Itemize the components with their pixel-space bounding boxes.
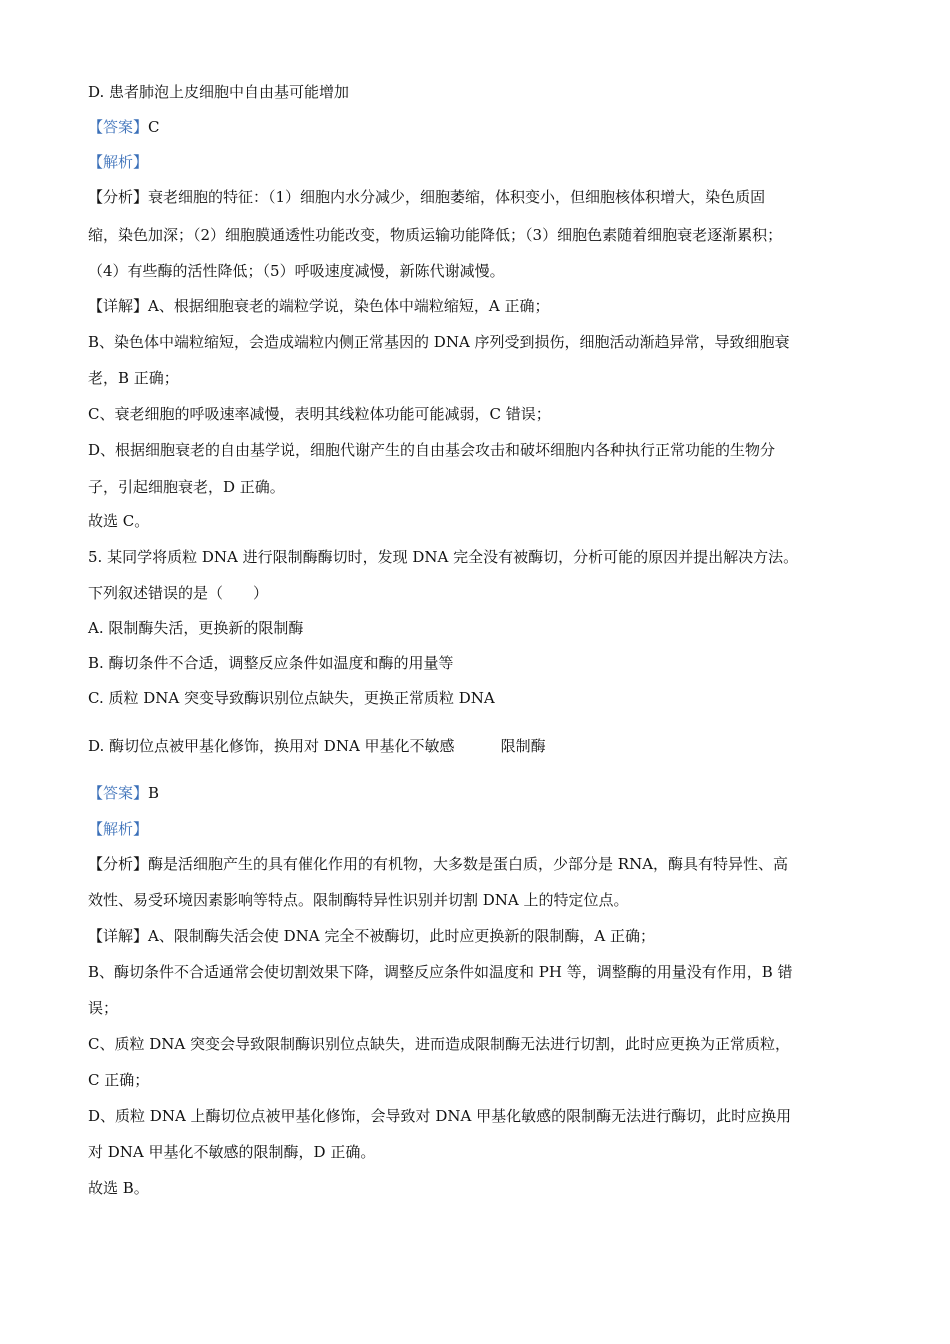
q5-analysis-tag <box>88 818 873 840</box>
q5-xiangjie-line-6: D、质粒 DNA 上酶切位点被甲基化修饰，会导致对 DNA 甲基化敏感的限制酶无法进行酶切，此时应换用 <box>88 1107 792 1125</box>
q4-xiangjie-line-5: D、根据细胞衰老的自由基学说，细胞代谢产生的自由基会攻击和破坏细胞内各种执行正常功能的生物分 <box>88 441 776 459</box>
q4-xiangjie-line-1 <box>88 295 873 317</box>
q4-fenxi-tag: 【分析】 <box>88 188 149 206</box>
q4-xiangjie-line-3: 老，B 正确； <box>88 369 179 387</box>
q5-stem-line-2: 下列叙述错误的是（ ） <box>88 584 269 602</box>
q5-fenxi-text-1: 酶是活细胞产生的具有催化作用的有机物，大多数是蛋白质，少部分是 RNA，酶具有特异性、高 <box>148 855 789 873</box>
q5-option-a: A. 限制酶失活，更换新的限制酶 <box>88 619 304 637</box>
q5-fenxi-line-2: 效性、易受环境因素影响等特点。限制酶特异性识别并切割 DNA 上的特定位点。 <box>88 891 629 909</box>
q4-fenxi-text-1: 衰老细胞的特征：（1）细胞内水分减少，细胞萎缩，体积变小，但细胞核体积增大，染色质固 <box>148 188 766 206</box>
q4-xiangjie-line-6: 子，引起细胞衰老，D 正确。 <box>88 478 285 496</box>
q5-option-c: C. 质粒 DNA 突变导致酶识别位点缺失，更换正常质粒 DNA <box>88 689 495 707</box>
q4-conclusion: 故选 C。 <box>88 512 150 530</box>
q4-answer-line <box>88 116 873 138</box>
q5-conclusion: 故选 B。 <box>88 1179 149 1197</box>
q5-xiangjie-line-4: C、质粒 DNA 突变会导致限制酶识别位点缺失，进而造成限制酶无法进行切割，此时应更换为正常质粒， <box>88 1035 791 1053</box>
q4-xiangjie-text-1: A、根据细胞衰老的端粒学说，染色体中端粒缩短，A 正确； <box>148 297 550 315</box>
q4-xiangjie-line-2: B、染色体中端粒缩短，会造成端粒内侧正常基因的 DNA 序列受到损伤，细胞活动渐趋异常，导致细胞衰 <box>88 333 790 351</box>
q4-fenxi-line-1 <box>88 186 873 208</box>
q5-xiangjie-line-7: 对 DNA 甲基化不敏感的限制酶，D 正确。 <box>88 1143 376 1161</box>
q4-answer-value: C <box>148 118 160 136</box>
q5-option-d-part1: D. 酶切位点被甲基化修饰，换用对 DNA 甲基化不敏感 <box>88 737 455 755</box>
q5-xiangjie-line-5: C 正确； <box>88 1071 150 1089</box>
q5-option-d-part2: 限制酶 <box>500 737 546 755</box>
q5-xiangjie-line-1 <box>88 925 873 947</box>
q5-xiangjie-tag: 【详解】 <box>88 927 149 945</box>
q5-option-d <box>88 735 873 757</box>
q5-xiangjie-line-3: 误； <box>88 999 119 1017</box>
q5-fenxi-line-1 <box>88 853 873 875</box>
q4-xiangjie-line-4: C、衰老细胞的呼吸速率减慢，表明其线粒体功能可能减弱，C 错误； <box>88 405 551 423</box>
q5-answer-tag: 【答案】 <box>88 784 149 802</box>
q5-stem-line-1: 5. 某同学将质粒 DNA 进行限制酶酶切时，发现 DNA 完全没有被酶切，分析可能的原因并提出解决方法。 <box>88 548 799 566</box>
q5-fenxi-tag: 【分析】 <box>88 855 149 873</box>
q5-answer-value: B <box>148 784 160 802</box>
q4-analysis-tag <box>88 151 873 173</box>
q5-analysis-label: 【解析】 <box>88 820 149 838</box>
q5-xiangjie-line-2: B、酶切条件不合适通常会使切割效果下降，调整反应条件如温度和 PH 等，调整酶的用量没有作用，B 错 <box>88 963 793 981</box>
q4-xiangjie-tag: 【详解】 <box>88 297 149 315</box>
q4-answer-tag: 【答案】 <box>88 118 149 136</box>
q4-analysis-label: 【解析】 <box>88 153 149 171</box>
q4-fenxi-line-2: 缩，染色加深；（2）细胞膜通透性功能改变，物质运输功能降低；（3）细胞色素随着细胞衰老逐渐累积； <box>88 226 783 244</box>
q4-fenxi-line-3: （4）有些酶的活性降低；（5）呼吸速度减慢，新陈代谢减慢。 <box>88 262 505 280</box>
q5-option-b: B. 酶切条件不合适，调整反应条件如温度和酶的用量等 <box>88 654 454 672</box>
q5-answer-line <box>88 782 873 804</box>
q5-xiangjie-text-1: A、限制酶失活会使 DNA 完全不被酶切，此时应更换新的限制酶，A 正确； <box>148 927 655 945</box>
q4-option-d: D. 患者肺泡上皮细胞中自由基可能增加 <box>88 83 350 101</box>
